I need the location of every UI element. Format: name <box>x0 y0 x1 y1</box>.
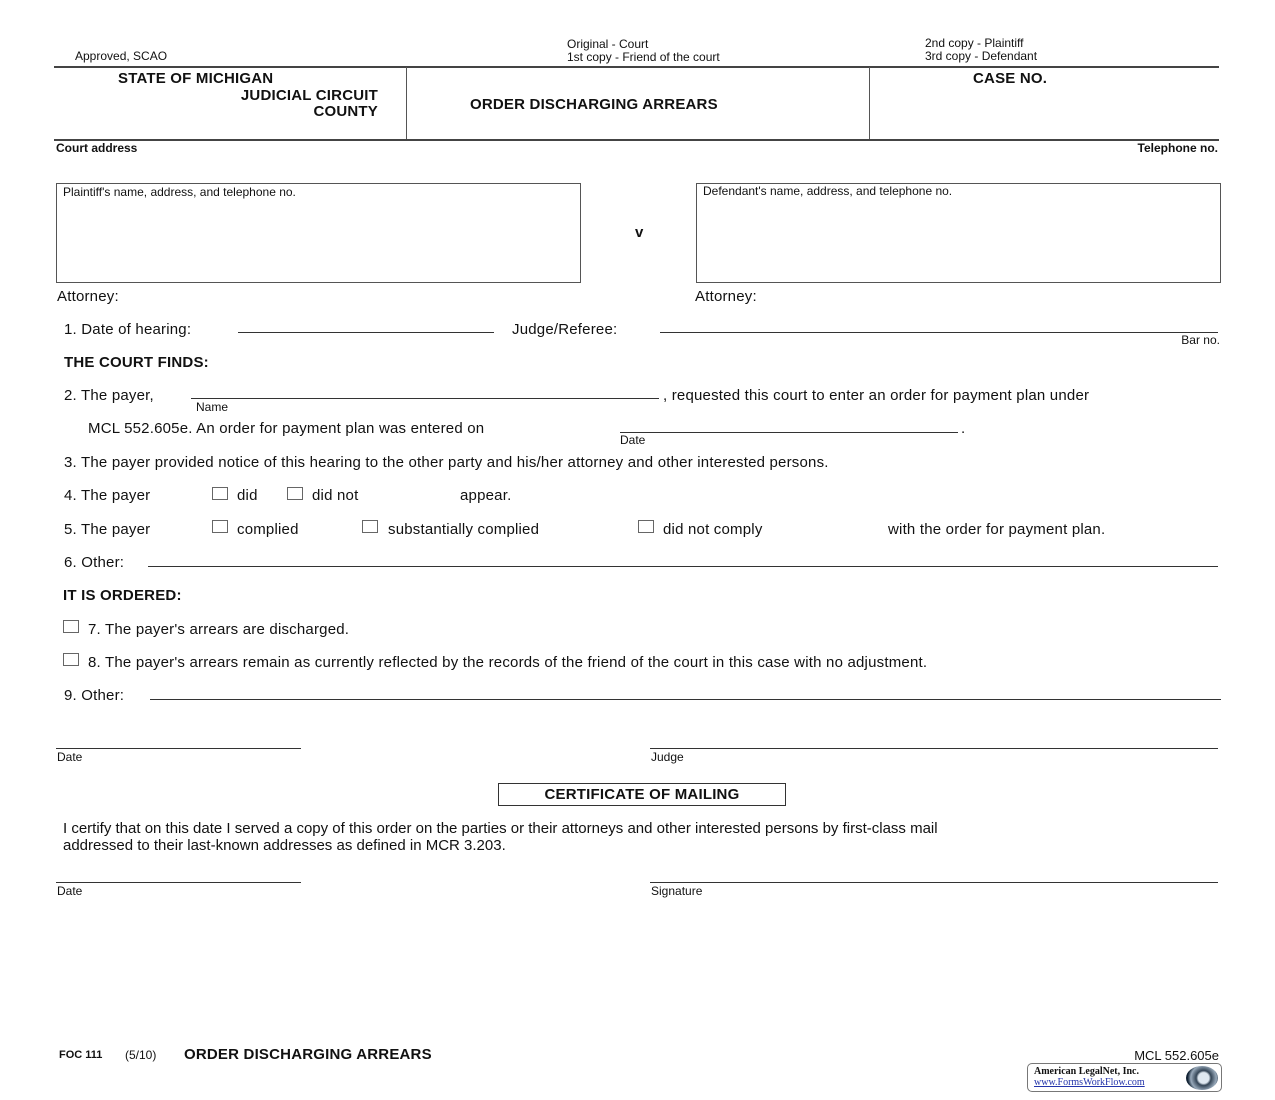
substantially-complied-label: substantially complied <box>388 521 540 538</box>
footer-title: ORDER DISCHARGING ARREARS <box>184 1046 432 1063</box>
divider <box>54 139 1219 141</box>
copy-second: 2nd copy - Plaintiff <box>925 36 1024 50</box>
did-not-comply-checkbox[interactable] <box>638 520 654 533</box>
globe-icon <box>1186 1066 1218 1090</box>
payer-name-field[interactable] <box>191 398 659 399</box>
versus-label: v <box>635 224 644 241</box>
did-checkbox[interactable] <box>212 487 228 500</box>
logo-line-2: www.FormsWorkFlow.com <box>1034 1077 1145 1088</box>
item7-text: 7. The payer's arrears are discharged. <box>88 621 350 638</box>
item8-checkbox[interactable] <box>63 653 79 666</box>
form-title: ORDER DISCHARGING ARREARS <box>470 96 718 113</box>
plaintiff-label: Plaintiff's name, address, and telephone no. <box>63 185 296 199</box>
mailing-date-field[interactable] <box>56 882 301 883</box>
hearing-date-label: 1. Date of hearing: <box>64 321 192 338</box>
judge-referee-field[interactable] <box>660 332 1218 333</box>
date-caption: Date <box>620 433 646 447</box>
signature-caption: Signature <box>651 884 703 898</box>
form-number: FOC 111 <box>59 1049 103 1061</box>
did-not-comply-label: did not comply <box>663 521 763 538</box>
court-finds-heading: THE COURT FINDS: <box>64 354 209 371</box>
case-no-label: CASE NO. <box>973 70 1048 87</box>
footer-statute: MCL 552.605e <box>1134 1048 1219 1063</box>
order-date-caption: Date <box>57 750 83 764</box>
item6-label: 6. Other: <box>64 554 125 571</box>
plaintiff-attorney-label: Attorney: <box>57 288 119 305</box>
item8-text: 8. The payer's arrears remain as currently reflected by the records of the friend of the court in this case with no adjustment. <box>88 654 928 671</box>
name-caption: Name <box>196 400 229 414</box>
certificate-title: CERTIFICATE OF MAILING <box>498 783 786 806</box>
order-date-field[interactable] <box>56 748 301 749</box>
mailing-date-caption: Date <box>57 884 83 898</box>
substantially-complied-checkbox[interactable] <box>362 520 378 533</box>
item7-checkbox[interactable] <box>63 620 79 633</box>
item6-other-field[interactable] <box>148 566 1218 567</box>
did-not-label: did not <box>312 487 359 504</box>
judge-caption: Judge <box>651 750 684 764</box>
hearing-date-field[interactable] <box>238 332 494 333</box>
circuit-label: JUDICIAL CIRCUIT <box>240 87 378 104</box>
county-label: COUNTY <box>313 103 378 120</box>
defendant-attorney-label: Attorney: <box>695 288 757 305</box>
divider <box>406 67 407 140</box>
approved-scao: Approved, SCAO <box>75 49 168 63</box>
bar-no-label: Bar no. <box>1181 333 1220 347</box>
item9-label: 9. Other: <box>64 687 125 704</box>
copy-original: Original - Court <box>567 37 649 51</box>
item2-text2: MCL 552.605e. An order for payment plan was entered on <box>88 420 485 437</box>
complied-label: complied <box>237 521 299 538</box>
ordered-heading: IT IS ORDERED: <box>63 587 182 604</box>
did-label: did <box>237 487 258 504</box>
divider <box>869 67 870 140</box>
telephone-label: Telephone no. <box>1137 141 1218 155</box>
did-not-checkbox[interactable] <box>287 487 303 500</box>
mailing-signature-field[interactable] <box>650 882 1218 883</box>
judge-signature-field[interactable] <box>650 748 1218 749</box>
item2-label: 2. The payer, <box>64 387 154 404</box>
item9-other-field[interactable] <box>150 699 1221 700</box>
item5-end: with the order for payment plan. <box>888 521 1106 538</box>
certificate-text-2: addressed to their last-known addresses as defined in MCR 3.203. <box>63 837 506 854</box>
court-address-label: Court address <box>56 141 138 155</box>
appear-label: appear. <box>460 487 512 504</box>
defendant-box[interactable] <box>696 183 1221 283</box>
state-label: STATE OF MICHIGAN <box>118 70 274 87</box>
judge-referee-label: Judge/Referee: <box>512 321 618 338</box>
form-revision: (5/10) <box>125 1048 157 1062</box>
complied-checkbox[interactable] <box>212 520 228 533</box>
item3-text: 3. The payer provided notice of this hearing to the other party and his/her attorney and other interested persons. <box>64 454 829 471</box>
item5-label: 5. The payer <box>64 521 151 538</box>
copy-third: 3rd copy - Defendant <box>925 49 1038 63</box>
item4-label: 4. The payer <box>64 487 151 504</box>
item2-text: , requested this court to enter an order for payment plan under <box>663 387 1090 404</box>
plaintiff-box[interactable] <box>56 183 581 283</box>
item2-period: . <box>961 420 966 437</box>
logo-line-1: American LegalNet, Inc. <box>1034 1066 1139 1077</box>
divider <box>54 66 1219 68</box>
american-legalnet-logo[interactable] <box>1027 1063 1222 1092</box>
certificate-text-1: I certify that on this date I served a copy of this order on the parties or their attorneys and other interested persons by first-class mail <box>63 820 938 837</box>
defendant-label: Defendant's name, address, and telephone no. <box>703 184 953 198</box>
copy-first: 1st copy - Friend of the court <box>567 50 720 64</box>
plan-date-field[interactable] <box>620 432 958 433</box>
